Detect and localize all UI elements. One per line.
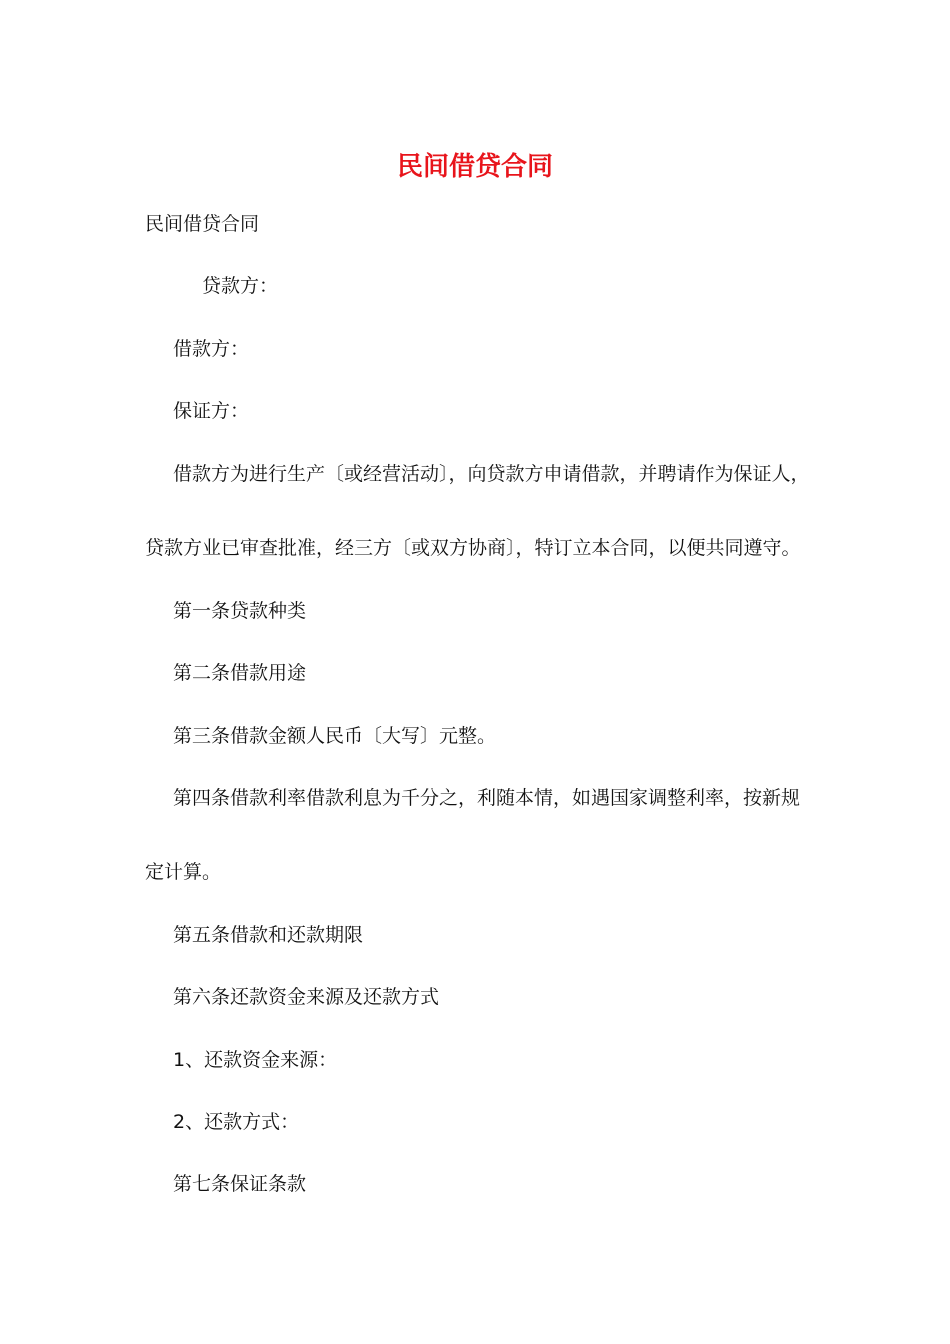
article-4-line-1: 第四条借款利率借款利息为千分之，利随本情，如遇国家调整利率，按新规 (173, 787, 801, 809)
article-4-line-2: 定计算。 (145, 861, 222, 883)
document-subtitle: 民间借贷合同 (145, 213, 260, 235)
article-1: 第一条贷款种类 (173, 600, 307, 622)
article-7: 第七条保证条款 (173, 1173, 307, 1195)
document-title: 民间借贷合同 (396, 152, 553, 182)
preamble-line-2: 贷款方业已审查批准，经三方〔或双方协商〕，特订立本合同，以便共同遵守。 (145, 537, 801, 559)
article-3: 第三条借款金额人民币〔大写〕元整。 (173, 725, 497, 747)
article-6: 第六条还款资金来源及还款方式 (173, 986, 440, 1008)
article-6-item-2: 2、还款方式： (173, 1111, 300, 1133)
article-6-item-1: 1、还款资金来源： (173, 1049, 338, 1071)
article-5: 第五条借款和还款期限 (173, 924, 364, 946)
guarantor-field: 保证方： (173, 400, 250, 422)
article-2: 第二条借款用途 (173, 662, 307, 684)
lender-field: 贷款方： (202, 275, 279, 297)
borrower-field: 借款方： (173, 338, 250, 360)
preamble-line-1: 借款方为进行生产〔或经营活动〕，向贷款方申请借款，并聘请作为保证人， (173, 463, 810, 485)
